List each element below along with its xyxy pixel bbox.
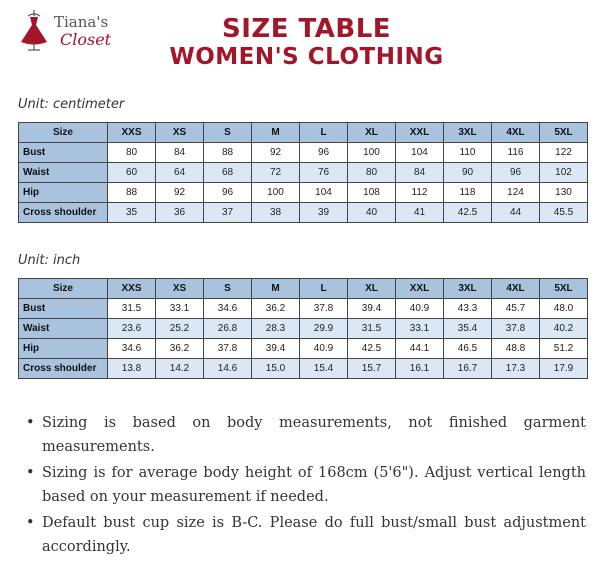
table-cell: 44 xyxy=(492,203,540,223)
table-cell: 36 xyxy=(156,203,204,223)
table-cell: 104 xyxy=(300,183,348,203)
table-cell: 116 xyxy=(492,143,540,163)
table-cell: 42.5 xyxy=(348,339,396,359)
table-row xyxy=(19,183,588,203)
table-row xyxy=(19,143,588,163)
table-cell: 26.8 xyxy=(204,319,252,339)
table-cell: 39.4 xyxy=(252,339,300,359)
table-cell: 17.3 xyxy=(492,359,540,379)
row-label: Cross shoulder xyxy=(19,203,108,223)
table-cell: 48.0 xyxy=(540,299,588,319)
row-label: Bust xyxy=(19,143,108,163)
table-cell: 15.7 xyxy=(348,359,396,379)
row-label: Hip xyxy=(19,339,108,359)
table-cell: 64 xyxy=(156,163,204,183)
header-size-5xl: 5XL xyxy=(540,279,588,299)
table-cell: 68 xyxy=(204,163,252,183)
header-size-xxs: XXS xyxy=(108,123,156,143)
table-cell: 122 xyxy=(540,143,588,163)
brand-name-line2: Closet xyxy=(60,30,112,49)
table-cell: 14.6 xyxy=(204,359,252,379)
header-size-s: S xyxy=(204,279,252,299)
table-cell: 36.2 xyxy=(252,299,300,319)
bullet-icon: • xyxy=(26,515,35,531)
table-cell: 48.8 xyxy=(492,339,540,359)
table-cell: 25.2 xyxy=(156,319,204,339)
table-cell: 96 xyxy=(492,163,540,183)
table-cell: 90 xyxy=(444,163,492,183)
table-cell: 41 xyxy=(396,203,444,223)
table-row xyxy=(19,163,588,183)
table-cell: 118 xyxy=(444,183,492,203)
table-cell: 40.9 xyxy=(300,339,348,359)
note-item xyxy=(26,461,586,509)
table-cell: 37.8 xyxy=(204,339,252,359)
table-cell: 23.6 xyxy=(108,319,156,339)
table-cell: 35.4 xyxy=(444,319,492,339)
table-cell: 100 xyxy=(252,183,300,203)
header-size-m: M xyxy=(252,279,300,299)
header-size-xl: XL xyxy=(348,279,396,299)
table-row xyxy=(19,339,588,359)
table-cell: 14.2 xyxy=(156,359,204,379)
table-cell: 16.1 xyxy=(396,359,444,379)
table-cell: 76 xyxy=(300,163,348,183)
note-item xyxy=(26,411,586,459)
table-cell: 104 xyxy=(396,143,444,163)
note-text: Sizing is for average body height of 168cm (5'6"). Adjust vertical length based on your measurement if needed. xyxy=(42,465,586,505)
table-row xyxy=(19,299,588,319)
header-size-5xl: 5XL xyxy=(540,123,588,143)
table-cell: 31.5 xyxy=(108,299,156,319)
table-row xyxy=(19,319,588,339)
table-cell: 84 xyxy=(396,163,444,183)
table-row xyxy=(19,359,588,379)
table-cell: 88 xyxy=(108,183,156,203)
bullet-icon: • xyxy=(26,465,35,481)
table-cell: 31.5 xyxy=(348,319,396,339)
row-label: Waist xyxy=(19,163,108,183)
header-size-4xl: 4XL xyxy=(492,279,540,299)
table-cell: 88 xyxy=(204,143,252,163)
table-cell: 60 xyxy=(108,163,156,183)
page-subtitle: WOMEN'S CLOTHING xyxy=(169,44,444,70)
table-cell: 39 xyxy=(300,203,348,223)
table-cell: 34.6 xyxy=(204,299,252,319)
row-label: Hip xyxy=(19,183,108,203)
note-text: Default bust cup size is B-C. Please do full bust/small bust adjustment accordingly. xyxy=(42,515,586,555)
table-cell: 51.2 xyxy=(540,339,588,359)
table-cell: 124 xyxy=(492,183,540,203)
header-size-s: S xyxy=(204,123,252,143)
table-row xyxy=(19,203,588,223)
table-cell: 80 xyxy=(348,163,396,183)
table-header-row xyxy=(19,123,588,143)
page-title: SIZE TABLE xyxy=(221,14,392,44)
table-cell: 84 xyxy=(156,143,204,163)
table-cell: 44.1 xyxy=(396,339,444,359)
header-size-label: Size xyxy=(19,279,108,299)
table-cell: 17.9 xyxy=(540,359,588,379)
header-size-xxs: XXS xyxy=(108,279,156,299)
table-cell: 96 xyxy=(204,183,252,203)
table-cell: 40.9 xyxy=(396,299,444,319)
row-label: Bust xyxy=(19,299,108,319)
row-label: Cross shoulder xyxy=(19,359,108,379)
table-cell: 45.5 xyxy=(540,203,588,223)
table-cell: 102 xyxy=(540,163,588,183)
table-cell: 37.8 xyxy=(492,319,540,339)
table-cell: 112 xyxy=(396,183,444,203)
size-table-inch xyxy=(18,278,588,379)
table-cell: 110 xyxy=(444,143,492,163)
table-cell: 42.5 xyxy=(444,203,492,223)
unit-label-inch: Unit: inch xyxy=(18,253,81,268)
table-cell: 40.2 xyxy=(540,319,588,339)
table-cell: 35 xyxy=(108,203,156,223)
header-size-l: L xyxy=(300,279,348,299)
table-cell: 72 xyxy=(252,163,300,183)
note-text: Sizing is based on body measurements, not finished garment measurements. xyxy=(42,415,586,455)
table-cell: 40 xyxy=(348,203,396,223)
table-cell: 33.1 xyxy=(156,299,204,319)
header-size-3xl: 3XL xyxy=(444,279,492,299)
header-size-m: M xyxy=(252,123,300,143)
table-cell: 33.1 xyxy=(396,319,444,339)
table-cell: 96 xyxy=(300,143,348,163)
header-size-3xl: 3XL xyxy=(444,123,492,143)
header-size-4xl: 4XL xyxy=(492,123,540,143)
table-cell: 15.4 xyxy=(300,359,348,379)
note-item xyxy=(26,511,586,559)
table-header-row xyxy=(19,279,588,299)
brand-name-line1: Tiana's xyxy=(54,13,109,31)
table-cell: 80 xyxy=(108,143,156,163)
table-cell: 38 xyxy=(252,203,300,223)
header-size-l: L xyxy=(300,123,348,143)
sizing-notes xyxy=(26,411,586,561)
table-cell: 28.3 xyxy=(252,319,300,339)
table-cell: 15.0 xyxy=(252,359,300,379)
size-table-cm xyxy=(18,122,588,223)
header-size-xl: XL xyxy=(348,123,396,143)
table-cell: 36.2 xyxy=(156,339,204,359)
table-cell: 16.7 xyxy=(444,359,492,379)
table-cell: 46.5 xyxy=(444,339,492,359)
header-size-xs: XS xyxy=(156,123,204,143)
header-size-label: Size xyxy=(19,123,108,143)
unit-label-cm: Unit: centimeter xyxy=(18,97,125,112)
header-size-xs: XS xyxy=(156,279,204,299)
table-cell: 43.3 xyxy=(444,299,492,319)
table-cell: 34.6 xyxy=(108,339,156,359)
table-cell: 39.4 xyxy=(348,299,396,319)
table-cell: 37.8 xyxy=(300,299,348,319)
table-cell: 92 xyxy=(252,143,300,163)
table-cell: 100 xyxy=(348,143,396,163)
table-cell: 130 xyxy=(540,183,588,203)
table-cell: 13.8 xyxy=(108,359,156,379)
header-size-xxl: XXL xyxy=(396,123,444,143)
bullet-icon: • xyxy=(26,415,35,431)
table-cell: 108 xyxy=(348,183,396,203)
table-cell: 45.7 xyxy=(492,299,540,319)
row-label: Waist xyxy=(19,319,108,339)
table-cell: 37 xyxy=(204,203,252,223)
table-cell: 29.9 xyxy=(300,319,348,339)
table-cell: 92 xyxy=(156,183,204,203)
header-size-xxl: XXL xyxy=(396,279,444,299)
